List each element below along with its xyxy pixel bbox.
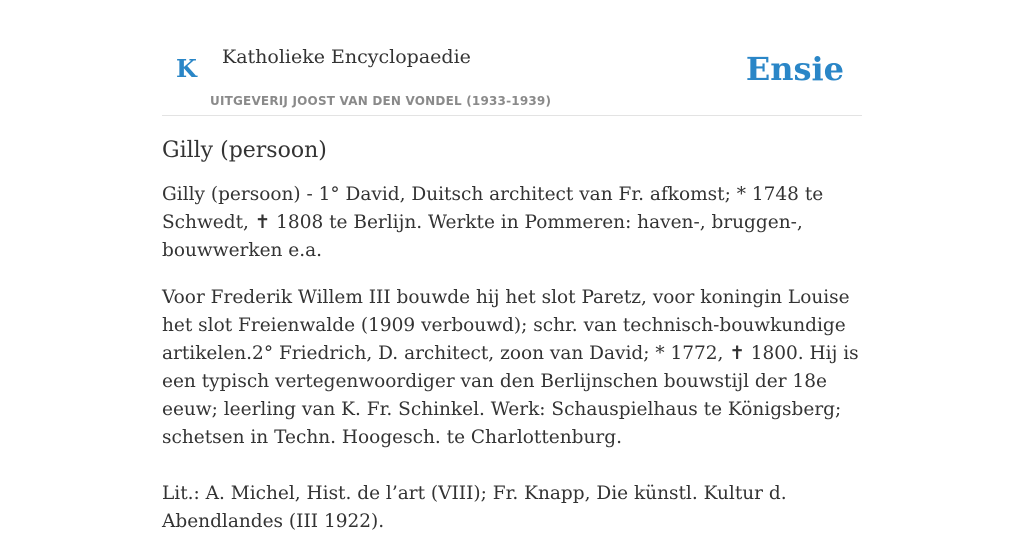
literature-paragraph: Lit.: A. Michel, Hist. de l’art (VIII); Fr. Knapp, Die künstl. Kultur d. Abendlandes (III 1922). (162, 483, 787, 532)
site-header (162, 40, 862, 116)
article-paragraph: Voor Frederik Willem III bouwde hij het slot Paretz, voor koningin Louise het slot Freienwalde (1909 verbouwd); schr. van technisch-bouwkundige artikelen.2° Friedrich, D. architect, zoon van David; * 1772, ✝ 1800. Hij is een typisch vertegenwoordiger van den Berlijnschen bouwstijl der 18e eeuw; leerling van K. Fr. Schinkel. Werk: Schauspielhaus te Königsberg; schetsen in Techn. Hoogesch. te Charlottenburg. (162, 287, 859, 448)
encyclopedia-logo-icon[interactable]: K (176, 54, 197, 83)
publication-title[interactable]: Katholieke Encyclopaedie (222, 46, 471, 68)
publisher-subtitle: UITGEVERIJ JOOST VAN DEN VONDEL (1933-1939) (210, 94, 552, 108)
article-paragraph: Gilly (persoon) - 1° David, Duitsch architect van Fr. afkomst; * 1748 te Schwedt, ✝ 1808 te Berlijn. Werkte in Pommeren: haven-, bruggen-, bouwwerken e.a. (162, 184, 824, 261)
ensie-brand-link[interactable]: Ensie (745, 50, 844, 88)
article-title: Gilly (persoon) (162, 138, 327, 163)
article (162, 138, 867, 555)
